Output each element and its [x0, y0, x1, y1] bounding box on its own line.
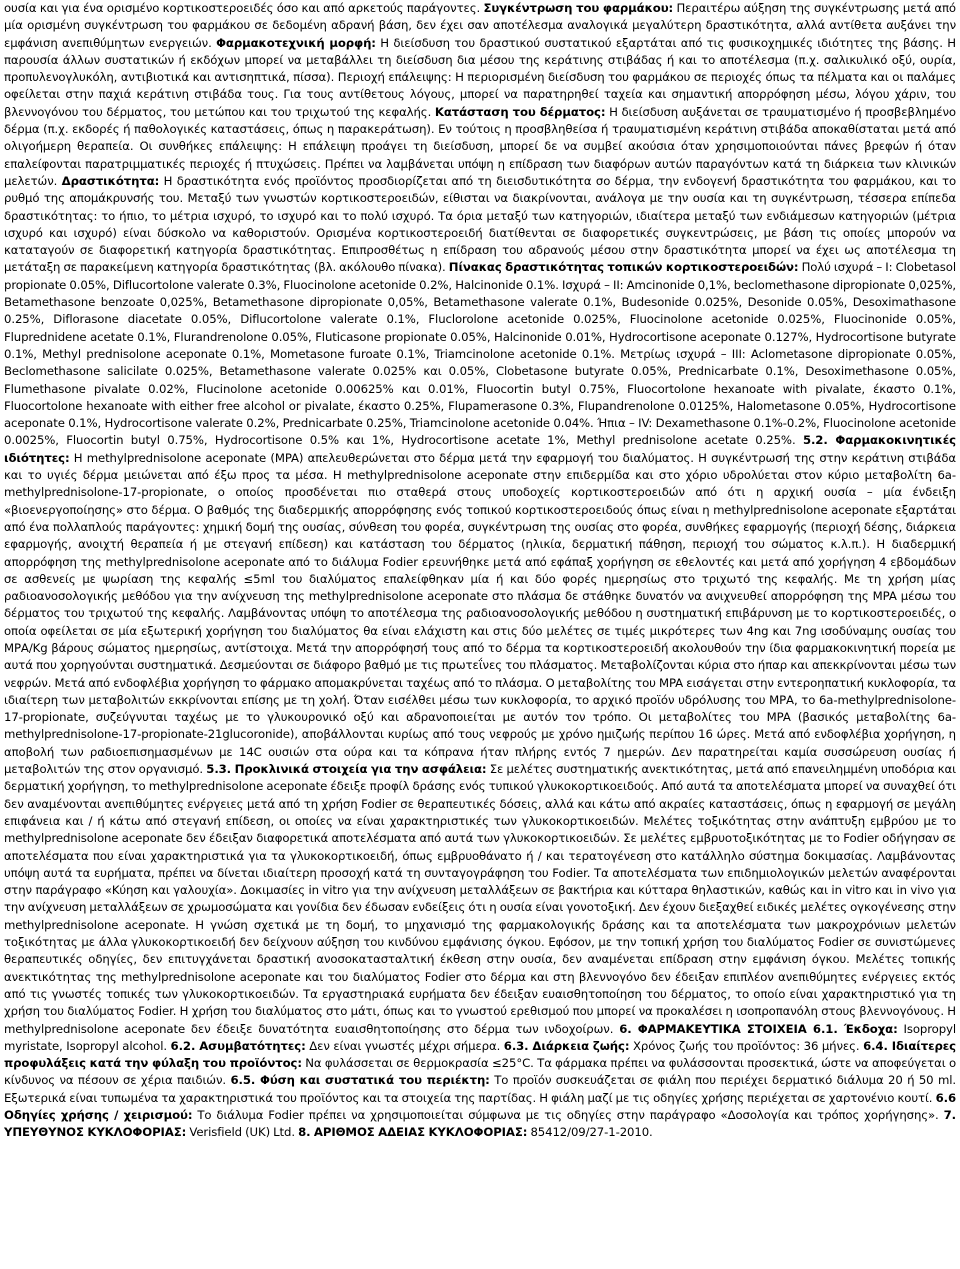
- body-text-segment: ουσία και για ένα ορισμένο κορτικοστεροειδές όσο και από αρκετούς παράγοντες.: [4, 1, 484, 15]
- section-heading: Φαρμακοτεχνική μορφή:: [216, 35, 376, 50]
- body-text-segment: Πολύ ισχυρά – I: Clobetasol propionate 0.05%, Diflucortolone valerate 0.3%, Fluocinolone acetonide 0.2%, Halcinonide 0.1%. Ισχυρά – II: Amcinonide 0,1%, beclomethasone dipropionate 0,025%, Betamethasone benzoate 0,025%, Betamethasone dipropionate 0,05%, Betamethasone valerate 0.1%, Budesonide 0.025%, Desonide 0.05%, Desoximathasone 0.25%, Diflorasone diacetate 0.05%, Diflucortolone valerate 0.1%, Fluclorolone acetonide 0.025%, Fluocinolone acetonide 0.025%, Fluocinonide 0.05%, Fluprednidene acetate 0.1%, Flurandrenolone 0.05%, Fluticasone propionate 0.05%, Halcinonide 0.01%, Hydrocortisone aceponate 0.127%, Hydrocortisone butyrate 0.1%, Methyl prednisolone aceponate 0.1%, Mometasone furoate 0.1%, Triamcinolone acetonide 0.1%. Μετρίως ισχυρά – III: Aclometasone dipropionate 0.05%, Beclomethasone salicilate 0.025%, Betamethasone valerate 0.025% και 0.05%, Clobetasone butyrate 0.05%, Prednicarbate 0.1%, Desoximethasone 0.05%, Flumethasone pivalate 0.02%, Flucinolone acetonide 0.00625% και 0.01%, Fluocortin butyl 0.75%, Fluocortolone hexanoate with pivalate, έκαστο 0.1%, Fluocortolone hexanoate with either free alcohol or pivalate, έκαστο 0.25%, Flupamerasone 0.3%, Flupandrenolone 0.0125%, Halometasone 0.05%, Hydrocortisone aceponate 0.1%, Hydrocortisone valerate 0.2%, Prednicarbate 0.25%, Triamcinolone acetonide 0.04%. Ήπια – IV: Dexamethasone 0.1%-0.2%, Fluocinolone acetonide 0.0025%, Fluocortin butyl 0.75%, Hydrocortisone 0.5% και 1%, Hydrocortisone acetate 1%, Methyl prednisolone acetate 0.25%.: [4, 260, 956, 448]
- body-text-segment: Verisfield (UK) Ltd.: [186, 1125, 299, 1140]
- body-text-segment: Περαιτέρω αύξηση της συγκέντρωσης μετά από μία ορισμένη συγκέντρωση του φαρμάκου σε δεδομένη αδρανή βάση, δεν έχει σαν αποτέλεσμα αναλογικά μεγαλύτερη δραστικότητα, αλλά αντίθετα αυξάνει την εμφάνιση ανεπιθύμητων ενεργειών.: [4, 1, 956, 50]
- body-text-segment: Να φυλάσσεται σε θερμοκρασία ≤25°C. Τα φάρμακα πρέπει να φυλάσσονται προσεκτικά, ώστε να αποφεύγεται ο κίνδυνος να πέσουν σε χέρια παιδιών.: [4, 1056, 956, 1088]
- section-heading: 6.5. Φύση και συστατικά του περιέκτη:: [230, 1073, 490, 1088]
- section-heading: 6.2. Ασυμβατότητες:: [170, 1038, 306, 1053]
- section-heading: 7. ΥΠΕΥΘΥΝΟΣ ΚΥΚΛΟΦΟΡΙΑΣ:: [4, 1108, 956, 1140]
- section-heading: 6.6 Οδηγίες χρήσης / χειρισμού:: [4, 1090, 956, 1122]
- section-heading: 6.3. Διάρκεια ζωής:: [503, 1038, 630, 1053]
- section-heading: 6. ΦΑΡΜΑΚΕΥΤΙΚΑ ΣΤΟΙΧΕΙΑ 6.1. Έκδοχα:: [619, 1021, 898, 1036]
- section-heading: Συγκέντρωση του φαρμάκου:: [483, 1, 674, 15]
- body-text-segment: Σε μελέτες συστηματικής ανεκτικότητας, μετά από επανειλημμένη υποδόρια και δερματική χορήγηση, το methylprednisolone aceponate έδειξε προφίλ δράσης ενός τυπικού γλυκοκορτικοειδούς. Από αυτά τα αποτελέσματα μπορεί να συναχθεί ότι δεν αναμένονται ανεπιθύμητες ενέργειες μετά από τη χρήση Fodier σε θεραπευτικές δόσεις, αλλά και κάτω από ακραίες καταστάσεις, όπως η εφαρμογή σε μεγάλη επιφάνεια και / ή κάτω από στεγανή επίδεση, οι οποίες να είναι χαρακτηριστικές των γλυκοκορτικοειδών. Μελέτες τοξικότητας στην ανάπτυξη εμβρύου με το methylprednisolone aceponate δεν έδειξαν διαφορετικά αποτελέσματα από αυτά των γλυκοκορτικοειδών. Σε μελέτες εμβρυοτοξικότητας με το Fodier οδήγησαν σε αποτελέσματα που είναι χαρακτηριστικά για τα γλυκοκορτικοειδή, όπως εμβρυοθάνατο ή / και τερατογένεση στο κατάλληλο σύστημα δοκιμασίας. Λαμβάνοντας υπόψη αυτά τα ευρήματα, πρέπει να δίνεται ιδιαίτερη προσοχή κατά τη συνταγογράφηση του Fodier. Τα αποτελέσματα των επιδημιολογικών μελετών αναφέρονται στην παράγραφο «Κύηση και γαλουχία». Δοκιμασίες in vitro για την ανίχνευση μεταλλάξεων σε βακτήρια και κύτταρα θηλαστικών, καθώς και in vitro και in vivo για την ανίχνευση μεταλλάξεων σε χρωμοσώματα και γονίδια δεν έδωσαν ενδείξεις ότι η ουσία είναι γονοτοξική. Δεν έχουν διεξαχθεί ειδικές μελέτες ογκογένεσης στην methylprednisolone aceponate. Η γνώση σχετικά με τη δομή, το μηχανισμό της φαρμακολογικής δράσης και τα αποτελέσματα των μακροχρόνιων μελετών τοξικότητας με άλλα γλυκοκορτικοειδή δεν δείχνουν αύξηση του κινδύνου εμφάνισης όγκου. Εφόσον, με την τοπική χρήση του διαλύματος Fodier σε συνιστώμενες θεραπευτικές οδηγίες, δεν επιτυγχάνεται δραστική ανοσοκατασταλτική έκθεση στην ουσία, δεν αναμένεται επίδραση στην εμφάνιση όγκου. Μελέτες τοπικής ανεκτικότητας της methylprednisolone aceponate και του διαλύματος Fodier στο δέρμα και στη βλεννογόνο δεν έδειξαν επιπλέον ανεπιθύμητες ενέργειες εκτός από τις γνωστές τοπικές των γλυκοκορτικοειδών. Τα εργαστηριακά ευρήματα δεν έδειξαν ευαισθητοποίηση του δέρματος, το οποίο είναι χαρακτηριστικό για τη χρήση του διαλύματος Fodier. Η χρήση του διαλύματος στο μάτι, όπως και το γνωστού ερεθισμού που μπορεί να προκαλέσει η ισοπροπανόλη στους βλεννογόνους. Η methylprednisolone aceponate δεν έδειξε δυνατότητα ευαισθητοποίησης στο δέρμα των ινδοχοίρων.: [4, 762, 956, 1036]
- section-heading: Πίνακας δραστικότητας τοπικών κορτικοστεροειδών:: [448, 260, 799, 275]
- document-body-text: [4, 0, 956, 1142]
- body-text-segment: 85412/09/27-1-2010.: [527, 1125, 653, 1140]
- body-text-segment: Isopropyl myristate, Isopropyl alcohol.: [4, 1021, 956, 1053]
- body-text-segment: Η δραστικότητα ενός προϊόντος προσδιορίζεται από τη διεισδυτικότητα σο δέρμα, την ενδογενή δραστικότητα του φαρμάκου, και το ρυθμό της απομάκρυνσής του. Μεταξύ των γνωστών κορτικοστεροειδών, είθισται να διακρίνονται, ανάλογα με την ουσία και τη συγκέντρωση, τέσσερα επίπεδα δραστικότητας: το ήπιο, το μέτρια ισχυρό, το ισχυρό και το πολύ ισχυρό. Τα όρια μεταξύ των κατηγοριών, ιδιαίτερα μεταξύ των ενδιάμεσων κατηγοριών (μέτρια ισχυρό και ισχυρό) είναι δύσκολο να καθοριστούν. Ορισμένα κορτικοστεροειδή διατίθενται σε διαφορετικές συγκεντρώσεις, με βάση τις οποίες μπορούν να καταταγούν σε διαφορετική κατηγορία δραστικότητας. Επιπροσθέτως η επίδραση του αδρανούς μέσου στην δραστικότητα μπορεί να έχει ως αποτέλεσμα τη μετάταξη σε παρακείμενη κατηγορία δραστικότητας (βλ. ακόλουθο πίνακα).: [4, 173, 957, 275]
- body-text-segment: Χρόνος ζωής του προϊόντος: 36 μήνες.: [629, 1038, 864, 1053]
- section-heading: 5.2. Φαρμακοκινητικές ιδιότητες:: [4, 433, 956, 465]
- body-text-segment: Δεν είναι γνωστές μέχρι σήμερα.: [305, 1038, 504, 1053]
- body-text-segment: Η διείσδυση του δραστικού συστατικού εξαρτάται από τις φυσικοχημικές ιδιότητες της βάσης. Η παρουσία άλλων συστατικών ή εκδόχων μπορεί να μεταβάλλει τη διείσδυση δια μέσου της κεράτινης στιβάδας ή και το αποτέλεσμα (π.χ. σαλικυλικό οξύ, ουρία, προπυλενογλυκόλη, αντιβιοτικά και αντισηπτικά, πίσσα). Περιοχή επάλειψης: Η περιορισμένη διείσδυση του φαρμάκου σε περιοχές όπως τα πέλματα και οι παλάμες οφείλεται στην παχιά κεράτινη στιβάδα τους. Για τους αντίθετους λόγους, μπορεί να παρατηρηθεί ταχεία και σημαντική απορρόφηση μέσω, λόγου χάριν, του βλεννογόνου του δέρματος, του μετώπου και του τριχωτού της κεφαλής.: [4, 35, 956, 119]
- section-heading: 6.4. Ιδιαίτερες προφυλάξεις κατά την φύλαξη του προϊόντος:: [4, 1038, 956, 1071]
- section-heading: 8. ΑΡΙΘΜΟΣ ΑΔΕΙΑΣ ΚΥΚΛΟΦΟΡΙΑΣ:: [298, 1125, 528, 1140]
- body-text-segment: Η methylprednisolone aceponate (MPA) απελευθερώνεται στο δέρμα μετά την εφαρμογή του διαλύματος. Η συγκέντρωσή της στην κεράτινη στιβάδα και το υγιές δέρμα μειώνεται από έξω προς τα μέσα. Η methylprednisolone aceponate στην επιδερμίδα και στο χόριο υδρολύεται στον κύριο μεταβολίτη 6a-methylprednisolone-17-propionate, ο οποίος προσδένεται πιο σταθερά στους υποδοχείς κορτικοστεροειδών από ότι η αρχική ουσία – μία ένδειξη «βιοενεργοποίησης» στο δέρμα. Ο βαθμός της διαδερμικής απορρόφησης ενός τοπικού κορτικοστεροειδούς όπως είναι η methylprednisolone aceponate εξαρτάται από ένα πολλαπλούς παράγοντες: χημική δομή της ουσίας, σύνθεση του φορέα, συγκέντρωση της ουσίας στο φορέα, συνθήκες εφαρμογής (περιοχή δέσης, διάρκεια εφαρμογής, ανοιχτή θεραπεία ή με στεγανή επίδεση) και κατάσταση του δέρματος (ηλικία, δερματική πάθηση, περιοχή του σώματος κ.λ.π.). Η διαδερμική απορρόφηση της methylprednisolone aceponate από το διάλυμα Fodier ερευνήθηκε μετά από εφάπαξ χορήγηση σε εθελοντές και μετά από χορήγηση 4 εβδομάδων σε ασθενείς με ψωρίαση της κεφαλής ≤5ml του διαλύματος επαλείφθηκαν μία ή και δύο φορές ημερησίως στο τριχωτό της κεφαλής. Με τη χρήση μίας ραδιοανοσολογικής μεθόδου για την ανίχνευση της methylprednisolone aceponate στο πλάσμα δε στάθηκε δυνατόν να ανιχνευθεί απορρόφηση της MPA μέσω του δέρματος του τριχωτού της κεφαλής. Λαμβάνοντας υπόψη το αποτέλεσμα της ραδιοανοσολογικής μεθόδου η συστηματική επιβάρυνση με το κορτικοστεροειδές, ο οποία οφείλεται σε μία εξωτερική χορήγηση του διαλύματος θα είναι ελάχιστη και στις δύο μελέτες σε τιμές μικρότερες των 4ng και 7ng ισοδύναμης ουσίας του ΜΡΑ/Kg βάρους σώματος ημερησίως, αντίστοιχα. Μετά την απορρόφησή τους από το δέρμα τα κορτικοστεροειδή ακολουθούν την ίδια φαρμακοκινητική πορεία με αυτά που χορηγούνται συστηματικά. Δεσμεύονται σε διάφορο βαθμό με τις πρωτεΐνες του πλάσματος. Μεταβολίζονται κύρια στο ήπαρ και απεκκρίνονται μέσω των νεφρών. Μετά από ενδοφλέβια χορήγηση το φάρμακο απομακρύνεται ταχέως από το πλάσμα. Ο μεταβολίτης του MPA εισάγεται στην εντεροηπατική κυκλοφορία, τα ιδιαίτερη των μεταβολιτών εκκρίνονται επίσης με τη χολή. Όταν εισέλθει μέσω των κυκλοφορία, το αρχικό προϊόν υδρόλυσης του ΜΡΑ, το 6a-methylprednisolone-17-propionate, συζεύγνυται ταχέως με το γλυκουρονικό οξύ και αδρανοποιείται με αυτόν τον τρόπο. Οι μεταβολίτες του MPA (βασικός μεταβολίτης 6a-methylprednisolone-17-propionate-21glucoronide), αποβάλλονται κυρίως από τους νεφρούς με χρόνο ημιζωής περίπου 16 ώρες. Μετά από ενδοφλέβια χορήγηση, η αποβολή των ραδιοεπισημασμένων με 14C ουσιών στα ούρα και τα κόπρανα ήταν πλήρης εντός 7 ημερών. Δεν παρατηρείται καμία συσσώρευση ουσίας ή μεταβολιτών της στον οργανισμό.: [4, 450, 956, 777]
- body-text-segment: Η διείσδυση αυξάνεται σε τραυματισμένο ή προσβεβλημένο δέρμα (π.χ. εκδορές ή παθολογικές καταστάσεις, όπως η παρακεράτωση). Εν τούτοις η προσβληθείσα ή τραυματισμένη κεράτινη στιβάδα αποκαθίσταται μετά από ολιγοήμερη θεραπεία. Οι συνθήκες επάλειψης: Η επάλειψη προάγει τη διείσδυση, μπορεί δε να συμβεί ακούσια όταν χρησιμοποιούνται πάνες βρεφών ή όταν επαλείφονται παρατριμματικές περιοχές ή πτυχώσεις. Πρέπει να λαμβάνεται υπόψη η επίδραση των διαφόρων αυτών παραγόντων κατά τη διάρκεια των κλινικών μελετών.: [4, 104, 956, 188]
- section-heading: Δραστικότητα:: [61, 173, 160, 188]
- body-text-segment: Το προϊόν συσκευάζεται σε φιάλη που περιέχει δερματικό διάλυμα 20 ή 50 ml. Εξωτερικά είναι τυπωμένα τα χαρακτηριστικά του προϊόντος και τα στοιχεία της παρτίδας. Η φιάλη μαζί με τις οδηγίες χρήσης περιέχεται σε χαρτονένιο κουτί.: [4, 1073, 956, 1105]
- section-heading: Κατάσταση του δέρματος:: [434, 104, 606, 119]
- section-heading: 5.3. Προκλινικά στοιχεία για την ασφάλεια:: [206, 762, 487, 777]
- body-text-segment: Το διάλυμα Fodier πρέπει να χρησιμοποιείται σύμφωνα με τις οδηγίες στην παράγραφο «Δοσολογία και τρόπος χορήγησης».: [192, 1108, 944, 1122]
